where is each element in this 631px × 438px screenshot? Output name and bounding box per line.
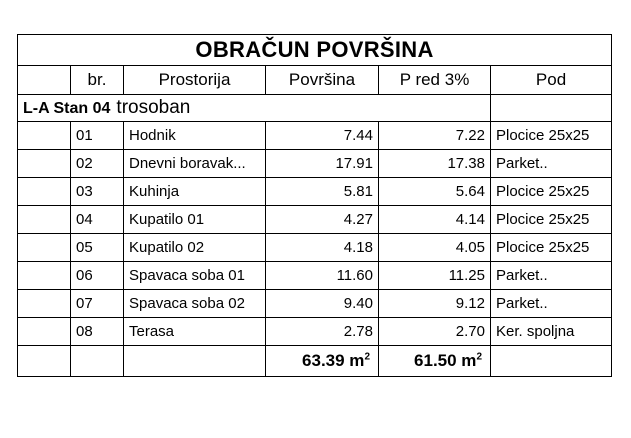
row-area: 9.40 <box>266 290 379 318</box>
row-floor: Parket.. <box>491 262 612 290</box>
unit-row <box>18 95 612 122</box>
row-no: 03 <box>71 178 124 206</box>
row-area-reduced: 2.70 <box>379 318 491 346</box>
total-area-reduced-value: 61.50 m <box>414 351 477 370</box>
row-area: 2.78 <box>266 318 379 346</box>
total-area-reduced <box>379 346 491 377</box>
row-area-reduced: 9.12 <box>379 290 491 318</box>
total-area-reduced-exponent: 2 <box>476 351 482 363</box>
row-empty <box>18 318 71 346</box>
row-empty <box>18 290 71 318</box>
row-room: Hodnik <box>124 122 266 150</box>
row-area: 11.60 <box>266 262 379 290</box>
total-area-value: 63.39 m <box>302 351 365 370</box>
row-area-reduced: 4.05 <box>379 234 491 262</box>
row-no: 04 <box>71 206 124 234</box>
table-row <box>18 262 612 290</box>
row-area: 17.91 <box>266 150 379 178</box>
row-floor: Parket.. <box>491 150 612 178</box>
header-area: Površina <box>266 66 379 95</box>
table-row <box>18 122 612 150</box>
row-area: 4.27 <box>266 206 379 234</box>
row-area: 4.18 <box>266 234 379 262</box>
row-area-reduced: 4.14 <box>379 206 491 234</box>
row-room: Terasa <box>124 318 266 346</box>
row-room: Spavaca soba 01 <box>124 262 266 290</box>
row-room: Spavaca soba 02 <box>124 290 266 318</box>
row-area: 5.81 <box>266 178 379 206</box>
row-floor: Parket.. <box>491 290 612 318</box>
row-empty <box>18 262 71 290</box>
room-rows <box>18 122 612 346</box>
row-floor: Plocice 25x25 <box>491 122 612 150</box>
total-row <box>18 346 612 377</box>
table-row <box>18 178 612 206</box>
row-no: 06 <box>71 262 124 290</box>
area-calculation-sheet <box>17 34 611 391</box>
total-empty-3 <box>124 346 266 377</box>
table-row <box>18 290 612 318</box>
header-floor: Pod <box>491 66 612 95</box>
row-area-reduced: 7.22 <box>379 122 491 150</box>
row-no: 01 <box>71 122 124 150</box>
header-room: Prostorija <box>124 66 266 95</box>
table-title: OBRAČUN POVRŠINA <box>18 35 612 66</box>
row-no: 02 <box>71 150 124 178</box>
table-row <box>18 150 612 178</box>
row-empty <box>18 206 71 234</box>
row-floor: Ker. spoljna <box>491 318 612 346</box>
table-row <box>18 318 612 346</box>
title-row <box>18 35 612 66</box>
header-area-reduced: P red 3% <box>379 66 491 95</box>
total-empty-4 <box>491 346 612 377</box>
row-no: 08 <box>71 318 124 346</box>
row-room: Dnevni boravak... <box>124 150 266 178</box>
area-table <box>17 34 612 377</box>
unit-description: trosoban <box>116 97 191 118</box>
row-area-reduced: 5.64 <box>379 178 491 206</box>
unit-cell <box>18 95 491 122</box>
row-no: 05 <box>71 234 124 262</box>
row-area: 7.44 <box>266 122 379 150</box>
unit-floor-empty <box>491 95 612 122</box>
total-empty-2 <box>71 346 124 377</box>
row-no: 07 <box>71 290 124 318</box>
row-empty <box>18 234 71 262</box>
row-floor: Plocice 25x25 <box>491 206 612 234</box>
total-area <box>266 346 379 377</box>
row-room: Kuhinja <box>124 178 266 206</box>
row-room: Kupatilo 02 <box>124 234 266 262</box>
row-empty <box>18 150 71 178</box>
table-row <box>18 234 612 262</box>
table-row <box>18 206 612 234</box>
row-room: Kupatilo 01 <box>124 206 266 234</box>
row-floor: Plocice 25x25 <box>491 234 612 262</box>
row-floor: Plocice 25x25 <box>491 178 612 206</box>
row-area-reduced: 11.25 <box>379 262 491 290</box>
header-row <box>18 66 612 95</box>
row-empty <box>18 122 71 150</box>
total-empty-1 <box>18 346 71 377</box>
header-no: br. <box>71 66 124 95</box>
header-empty <box>18 66 71 95</box>
row-empty <box>18 178 71 206</box>
total-area-exponent: 2 <box>364 351 370 363</box>
unit-code: L-A Stan 04 <box>23 100 111 117</box>
row-area-reduced: 17.38 <box>379 150 491 178</box>
